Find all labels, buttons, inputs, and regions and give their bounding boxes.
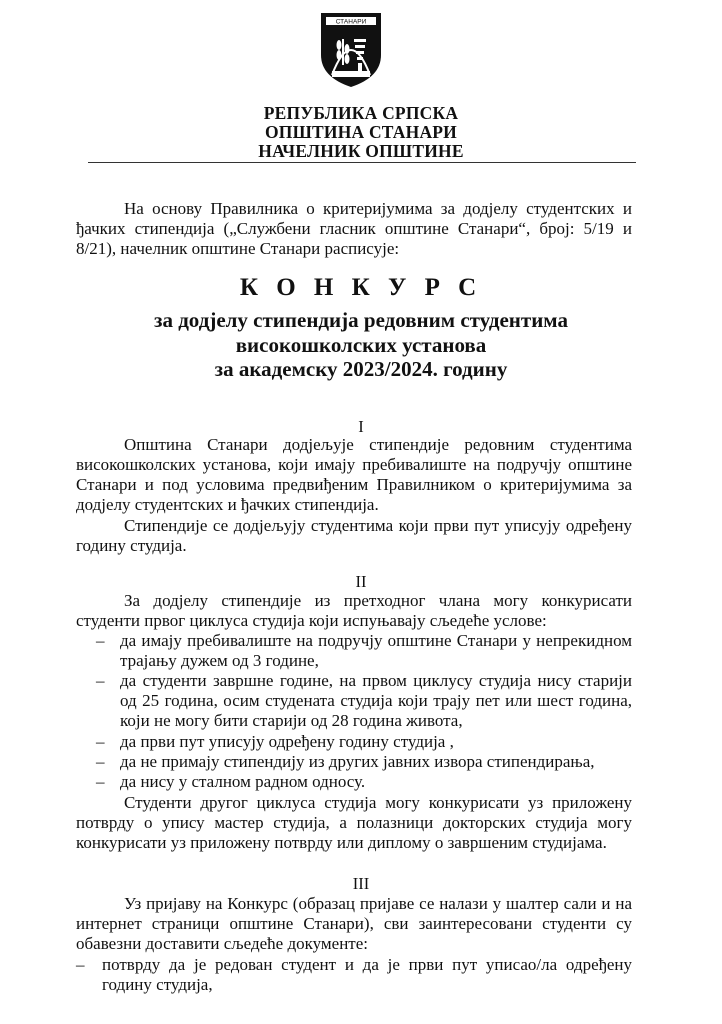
list-item-text: да не примају стипендију из других јавних извора стипендирања,	[120, 752, 595, 771]
section-2-paragraph-2: Студенти другог циклуса студија могу конкурисати уз приложену потврду о упису мастер студија, а полазници докторских студија могу конкурисати уз приложену потврду или диплому о завршеним студијама.	[76, 793, 632, 852]
dash-bullet: –	[96, 752, 105, 771]
subtitle-line-1: за додјелу стипендија редовним студентима	[154, 308, 568, 332]
subtitle-line-3: за академску 2023/2024. годину	[214, 357, 508, 381]
header-mayor: НАЧЕЛНИК ОПШТИНЕ	[258, 141, 464, 161]
section-1-paragraph-2: Стипендије се додјељују студентима који први пут уписују одређену годину студија.	[76, 516, 632, 555]
section-1-numeral: I	[358, 417, 364, 436]
dash-bullet: –	[96, 732, 105, 751]
dash-bullet: –	[96, 772, 105, 791]
subtitle-line-2: високошколских установа	[235, 333, 487, 357]
section-2-numeral: II	[355, 572, 367, 591]
list-item	[76, 955, 632, 995]
section-1-paragraph-1: Општина Станари додјељује стипендије редовним студентима високошколских установа, који имају пребивалиште на подручју општине Станари и под условима предвиђеним Правилником о критеријумима за додјелу студентских и ђачких стипендија.	[76, 435, 632, 514]
header-republic: РЕПУБЛИКА СРПСКА	[263, 103, 459, 123]
dash-bullet: –	[76, 955, 85, 974]
document-title: К О Н К У Р С	[239, 274, 483, 301]
section-2-paragraph-1: За додјелу стипендије из претходног члана могу конкурисати студенти првог циклуса студија који испуњавају сљедеће услове:	[76, 591, 632, 630]
municipality-crest	[318, 9, 384, 89]
intro-paragraph: На основу Правилника о критеријумима за додјелу студентских и ђачких стипендија („Службени гласник општине Станари“, број: 5/19 и 8/21), начелник општине Станари расписује:	[76, 199, 632, 258]
list-item-text: потврду да је редован студент и да је први пут уписао/ла одређену годину студија,	[102, 955, 632, 994]
header-divider	[88, 162, 636, 163]
list-item-text: да нису у сталном радном односу.	[120, 772, 366, 791]
list-item	[76, 772, 632, 792]
list-item-text: да студенти завршне године, на првом циклусу студија нису старији од 25 година, осим студената студија који трају пет или шест година, који не могу бити старији од 28 година живота,	[120, 671, 632, 730]
dash-bullet: –	[96, 631, 105, 650]
list-item-text: да први пут уписују одређену годину студија ,	[120, 732, 454, 751]
dash-bullet: –	[96, 671, 105, 690]
list-item-text: да имају пребивалиште на подручју општине Станари у непрекидном трајању дужем од 3 године,	[120, 631, 632, 670]
list-item	[76, 631, 632, 671]
section-3-numeral: III	[352, 874, 370, 893]
list-item	[76, 752, 632, 772]
list-item	[76, 732, 632, 752]
list-item	[76, 671, 632, 731]
header-municipality: ОПШТИНА СТАНАРИ	[265, 122, 457, 142]
crest-label: СТАНАРИ	[335, 18, 367, 26]
section-3-paragraph-1: Уз пријаву на Конкурс (образац пријаве се налази у шалтер сали и на интернет страници општине Станари), сви заинтересовани студенти су обавезни доставити сљедеће документе:	[76, 894, 632, 953]
